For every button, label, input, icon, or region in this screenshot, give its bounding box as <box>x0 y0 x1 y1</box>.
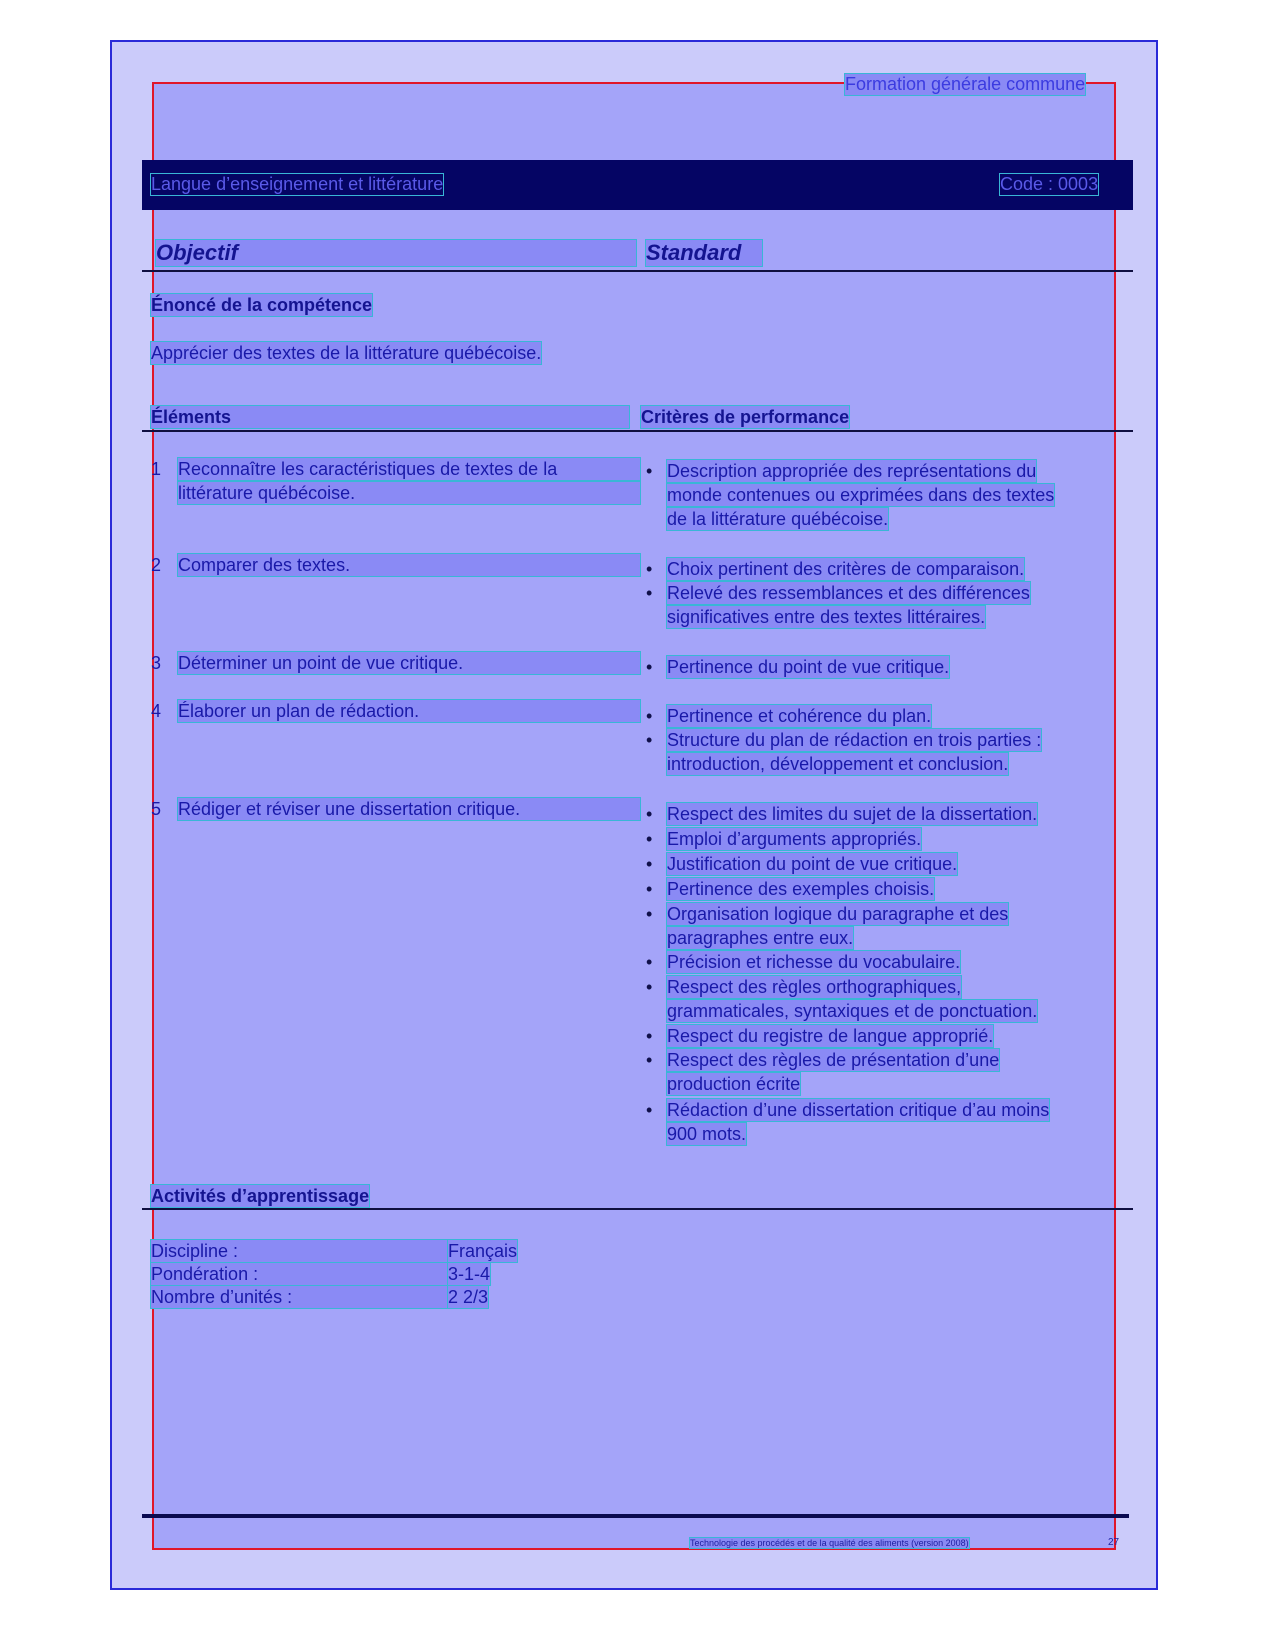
criterion-bullet: • <box>646 829 653 849</box>
criterion-bullet: • <box>646 657 653 677</box>
activity-label: Discipline : <box>151 1240 447 1262</box>
course-code: Code : 0003 <box>1000 174 1099 194</box>
divider-top <box>142 270 1133 272</box>
element-number: 1 <box>151 459 162 479</box>
criterion-bullet: • <box>646 952 653 972</box>
element-text: littérature québécoise. <box>178 482 640 504</box>
criterion-bullet: • <box>646 1050 653 1070</box>
criterion-bullet: • <box>646 1100 653 1120</box>
element-text: Comparer des textes. <box>178 554 640 576</box>
activity-label: Pondération : <box>151 1263 447 1285</box>
criterion-text: grammaticales, syntaxiques et de ponctuation. <box>667 1001 1038 1021</box>
activity-value: 3-1-4 <box>448 1264 491 1284</box>
program-label: Formation générale commune <box>845 74 1086 94</box>
objectif-heading: Objectif <box>156 240 636 266</box>
standard-heading: Standard <box>646 240 762 266</box>
footer-rule <box>142 1514 1129 1518</box>
element-number: 3 <box>151 653 162 673</box>
criterion-bullet: • <box>646 461 653 481</box>
activity-value: Français <box>448 1241 518 1261</box>
divider-activities <box>142 1208 1133 1210</box>
criterion-bullet: • <box>646 804 653 824</box>
footer-program: Technologie des procédés et de la qualité des aliments (version 2008) <box>690 1538 969 1548</box>
criterion-bullet: • <box>646 730 653 750</box>
criterion-text: Pertinence et cohérence du plan. <box>667 706 932 726</box>
criterion-text: Respect du registre de langue approprié. <box>667 1026 994 1046</box>
element-text: Déterminer un point de vue critique. <box>178 652 640 674</box>
criterion-text: monde contenues ou exprimées dans des textes <box>667 485 1055 505</box>
element-number: 2 <box>151 555 162 575</box>
criterion-text: introduction, développement et conclusion. <box>667 754 1009 774</box>
course-title: Langue d’enseignement et littérature <box>151 174 444 194</box>
criterion-text: de la littérature québécoise. <box>667 509 889 529</box>
criterion-text: significatives entre des textes littéraires. <box>667 607 986 627</box>
criterion-text: paragraphes entre eux. <box>667 928 854 948</box>
criterion-bullet: • <box>646 1026 653 1046</box>
competence-text: Apprécier des textes de la littérature québécoise. <box>151 343 542 363</box>
criterion-text: Respect des règles de présentation d’une <box>667 1050 1000 1070</box>
criterion-text: Relevé des ressemblances et des différences <box>667 583 1030 603</box>
criterion-bullet: • <box>646 904 653 924</box>
criterion-text: Choix pertinent des critères de comparaison. <box>667 559 1025 579</box>
criterion-bullet: • <box>646 854 653 874</box>
activity-label: Nombre d’unités : <box>151 1286 447 1308</box>
criterion-text: Précision et richesse du vocabulaire. <box>667 952 961 972</box>
divider-elements <box>142 430 1133 432</box>
criteria-heading: Critères de performance <box>641 407 850 427</box>
criterion-text: Pertinence du point de vue critique. <box>667 657 950 677</box>
criterion-bullet: • <box>646 706 653 726</box>
activity-value: 2 2/3 <box>448 1287 489 1307</box>
criterion-text: Justification du point de vue critique. <box>667 854 958 874</box>
activities-heading: Activités d’apprentissage <box>151 1186 370 1206</box>
criterion-bullet: • <box>646 559 653 579</box>
criterion-bullet: • <box>646 583 653 603</box>
criterion-text: production écrite <box>667 1074 801 1094</box>
page-number: 27 <box>1108 1537 1120 1548</box>
criterion-text: Structure du plan de rédaction en trois parties : <box>667 730 1042 750</box>
criterion-text: Organisation logique du paragraphe et des <box>667 904 1009 924</box>
criterion-text: Respect des règles orthographiques, <box>667 977 962 997</box>
criterion-text: Description appropriée des représentations du <box>667 461 1037 481</box>
competence-heading: Énoncé de la compétence <box>151 295 373 315</box>
element-number: 5 <box>151 799 162 819</box>
criterion-bullet: • <box>646 977 653 997</box>
criterion-bullet: • <box>646 879 653 899</box>
criterion-text: 900 mots. <box>667 1124 747 1144</box>
element-text: Élaborer un plan de rédaction. <box>178 700 640 722</box>
element-text: Rédiger et réviser une dissertation critique. <box>178 798 640 820</box>
criterion-text: Rédaction d’une dissertation critique d’au moins <box>667 1100 1050 1120</box>
elements-heading: Éléments <box>151 406 629 428</box>
criterion-text: Emploi d’arguments appropriés. <box>667 829 922 849</box>
criterion-text: Respect des limites du sujet de la dissertation. <box>667 804 1038 824</box>
element-number: 4 <box>151 701 162 721</box>
element-text: Reconnaître les caractéristiques de textes de la <box>178 458 640 480</box>
criterion-text: Pertinence des exemples choisis. <box>667 879 935 899</box>
